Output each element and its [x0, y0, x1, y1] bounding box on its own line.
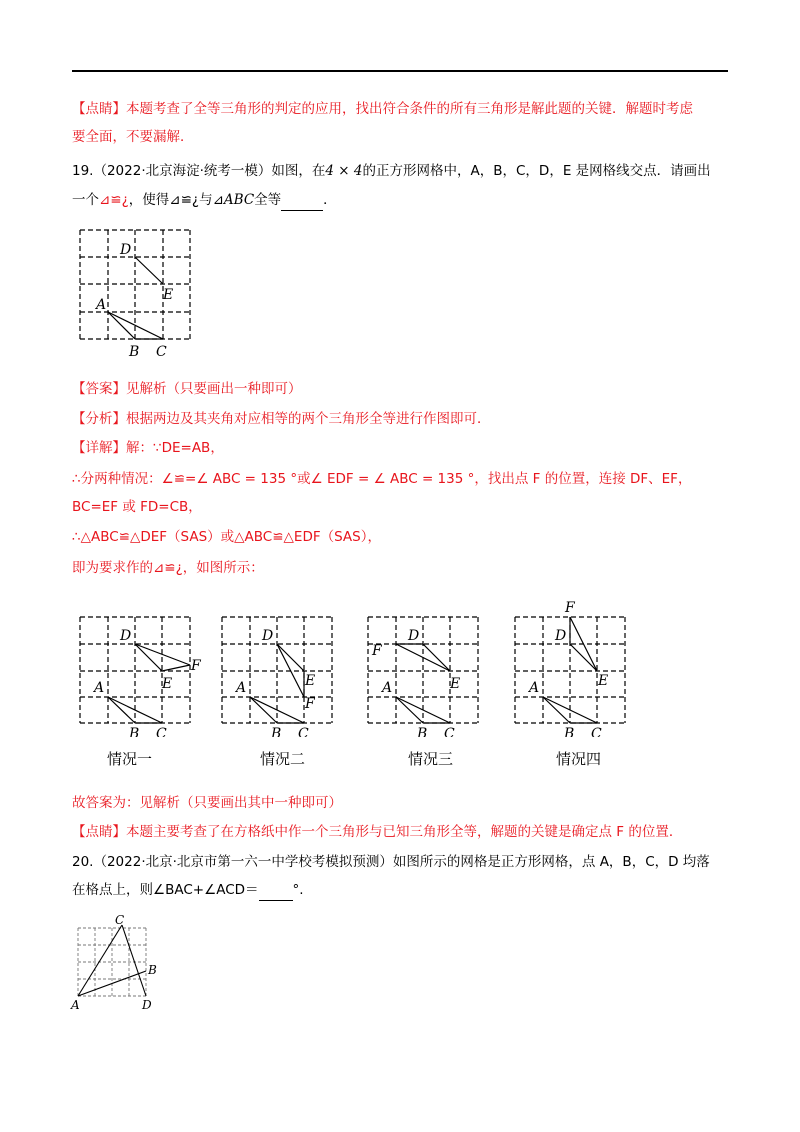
xiangjie-line-1	[72, 438, 224, 458]
case-1-figure	[80, 617, 202, 737]
xiangjie-text-2: ∴分两种情况：∠≌=∠ ABC = 135 °或∠ EDF = ∠ ABC = 135 °，找出点 F 的位置，连接 DF、EF，	[72, 471, 692, 487]
cases-figure	[70, 597, 720, 737]
case2-label-F: F	[305, 696, 315, 712]
q20-text-2: 在格点上，则∠BAC+∠ACD＝	[72, 882, 259, 898]
q20-label-D: D	[142, 998, 152, 1012]
case3-label-D: D	[408, 628, 420, 644]
label-C: C	[156, 344, 167, 360]
xiangjie-line-4	[72, 527, 381, 547]
caption-case-2: 情况二	[260, 750, 306, 768]
fenxi-tag: 【分析】	[72, 411, 126, 427]
q20-text-end: °.	[292, 882, 304, 898]
q19-l2-mid: ，使得⊿≌¿与⊿	[128, 192, 224, 208]
answer-19	[72, 379, 302, 399]
q20-label-C: C	[115, 913, 125, 927]
case3-label-B: B	[417, 726, 428, 737]
q20-answer-blank	[259, 880, 293, 901]
xiangjie-line-2	[72, 469, 691, 489]
gudaan-line	[72, 793, 342, 813]
case4-label-E: E	[598, 673, 609, 689]
xiangjie-text-3: BC=EF 或 FD=CB，	[72, 499, 202, 515]
case4-label-B: B	[564, 726, 575, 737]
q19-abc: ABC	[223, 192, 255, 208]
case1-label-B: B	[129, 726, 140, 737]
case1-label-A: A	[94, 680, 105, 696]
case1-label-C: C	[156, 726, 167, 737]
case2-label-E: E	[305, 673, 316, 689]
xiangjie-text-1: 解：∵DE=AB，	[126, 440, 224, 456]
q20-figure	[70, 912, 170, 1012]
q20-label-B: B	[148, 963, 157, 977]
caption-case-3: 情况三	[408, 750, 454, 768]
label-B: B	[129, 344, 140, 360]
dianjing-tag: 【点睛】	[72, 101, 126, 117]
label-E: E	[163, 287, 174, 303]
xiangjie-text-5: 即为要求作的⊿≌¿，如图所示：	[72, 560, 264, 576]
q19-prefix: 19.（2022·北京海淀·统考一模）如图，在	[72, 163, 326, 179]
q20-grid	[78, 928, 146, 996]
fenxi-19	[72, 409, 491, 429]
case3-label-E: E	[450, 676, 461, 692]
case3-label-C: C	[444, 726, 455, 737]
q20-text-1: 20.（2022·北京·北京市第一六一中学校考模拟预测）如图所示的网格是正方形网格，点 A，B，C，D 均落	[72, 854, 710, 870]
q20-label-A: A	[71, 998, 80, 1012]
case-4-figure	[515, 600, 625, 737]
q19-grid-size: 4 × 4	[325, 163, 363, 179]
q19-grid	[80, 230, 190, 339]
case4-label-A: A	[529, 680, 540, 696]
dianjing-text-2: 要全面，不要漏解．	[72, 129, 194, 145]
case1-label-D: D	[120, 628, 132, 644]
xiangjie-text-4: ∴△ABC≌△DEF（SAS）或△ABC≌△EDF（SAS），	[72, 529, 381, 545]
dianjing2-tag: 【点睛】	[72, 824, 126, 840]
case4-label-F: F	[565, 600, 575, 616]
case3-label-A: A	[382, 680, 393, 696]
q20-line-1	[72, 852, 710, 872]
case2-label-D: D	[262, 628, 274, 644]
q19-l2-suffix: 全等	[254, 192, 282, 208]
caption-case-4: 情况四	[556, 750, 602, 768]
q19-figure	[78, 227, 194, 362]
dianjing-2	[72, 822, 682, 842]
answer-blank	[281, 190, 323, 211]
fenxi-text: 根据两边及其夹角对应相等的两个三角形全等进行作图即可．	[126, 411, 491, 427]
case3-label-F: F	[372, 643, 382, 659]
answer-tag: 【答案】	[72, 381, 126, 397]
q19-l2-end: ．	[323, 192, 337, 208]
xiangjie-line-3	[72, 497, 202, 517]
q19-line-2	[72, 190, 337, 211]
caption-case-1: 情况一	[107, 750, 153, 768]
dianjing2-text: 本题主要考查了在方格纸中作一个三角形与已知三角形全等，解题的关键是确定点 F 的位置．	[126, 824, 683, 840]
dianjing-line-2	[72, 127, 194, 147]
gudaan-text: 故答案为：见解析（只要画出其中一种即可）	[72, 795, 342, 811]
top-rule	[72, 70, 728, 72]
case2-label-A: A	[236, 680, 247, 696]
xiangjie-line-5	[72, 558, 264, 578]
q19-suffix: 的正方形网格中，A，B，C，D，E 是网格线交点．请画出	[362, 163, 711, 179]
case4-label-D: D	[555, 628, 567, 644]
q19-l2-math: ⊿≌¿	[99, 192, 129, 208]
case-3-figure	[368, 617, 478, 737]
case4-label-C: C	[591, 726, 602, 737]
xiangjie-tag: 【详解】	[72, 440, 126, 456]
dianjing-line-1	[72, 99, 693, 119]
case-2-figure	[222, 617, 332, 737]
dianjing-text-1: 本题考查了全等三角形的判定的应用，找出符合条件的所有三角形是解此题的关键．解题时考虑	[126, 101, 693, 117]
q20-line-2	[72, 880, 304, 901]
label-D: D	[120, 242, 132, 258]
case1-label-E: E	[162, 676, 173, 692]
q19-line-1	[72, 161, 711, 181]
q19-l2-prefix: 一个	[72, 192, 99, 208]
case2-label-B: B	[271, 726, 282, 737]
case1-label-F: F	[191, 658, 201, 674]
case2-label-C: C	[298, 726, 309, 737]
answer-text: 见解析（只要画出一种即可）	[126, 381, 302, 397]
label-A: A	[96, 297, 107, 313]
